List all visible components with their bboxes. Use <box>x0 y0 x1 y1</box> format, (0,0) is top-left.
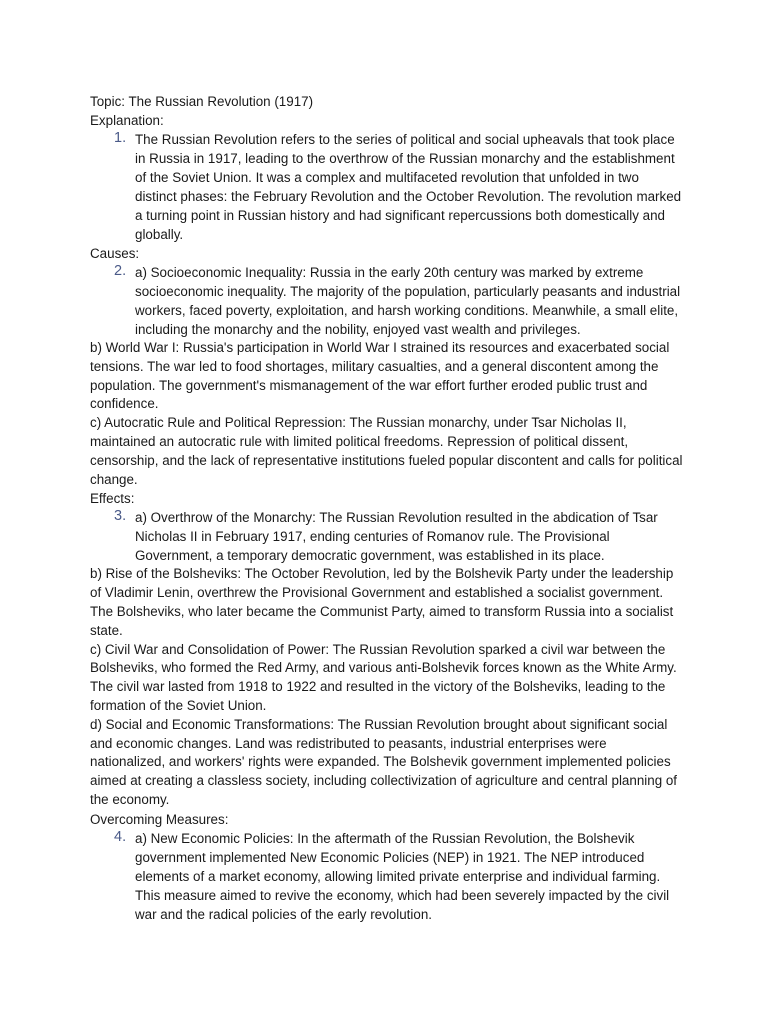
measures-heading: Overcoming Measures: <box>90 811 229 827</box>
measure-a-text: a) New Economic Policies: In the aftermath of the Russian Revolution, the Bolshevik government implemented New Economic Policies (NEP) in 1921. The NEP introduced elements of a market economy, allowing limited private enterprise and individual farming. This measure aimed to revive the economy, which had been severely impacted by the civil war and the radical policies of the early revolution. <box>135 830 670 922</box>
effect-d-paragraph: d) Social and Economic Transformations: The Russian Revolution brought about significant social and economic changes. Land was redistributed to peasants, industrial enterprises were nationalized, and workers' rights were expanded. The Bolshevik government implemented policies aimed at creating a classless society, including collectivization of agriculture and central planning of the economy. <box>90 716 678 807</box>
cause-c-paragraph: c) Autocratic Rule and Political Repression: The Russian monarchy, under Tsar Nicholas II, maintained an autocratic rule with limited political freedoms. Repression of political dissent, censorship, and the lack of representative institutions fueled popular discontent and calls for political change. <box>90 415 683 487</box>
effect-b-paragraph: b) Rise of the Bolsheviks: The October Revolution, led by the Bolshevik Party under the leadership of Vladimir Lenin, overthrew the Provisional Government and established a socialist government. The Bolsheviks, who later became the Communist Party, aimed to transform Russia into a socialist state. <box>90 566 674 638</box>
explanation-heading: Explanation: <box>90 113 164 128</box>
list-number: 1. <box>114 130 127 146</box>
topic-title: Topic: The Russian Revolution (1917) <box>90 94 314 109</box>
effect-c-paragraph: c) Civil War and Consolidation of Power: The Russian Revolution sparked a civil war between the Bolsheviks, who formed the Red Army, and various anti-Bolshevik forces known as the White Army. The civil war lasted from 1918 to 1922 and resulted in the victory of the Bolsheviks, leading to the formation of the Soviet Union. <box>90 641 677 713</box>
effects-item <box>90 508 684 565</box>
causes-item <box>90 263 684 339</box>
causes-heading: Causes: <box>90 246 140 261</box>
explanation-text: The Russian Revolution refers to the series of political and social upheavals that took place in Russia in 1917, leading to the overthrow of the Russian monarchy and the establishment of the Soviet Union. It was a complex and multifaceted revolution that unfolded in two distinct phases: the February Revolution and the October Revolution. The revolution marked a turning point in Russian history and had significant repercussions both domestically and globally. <box>135 132 682 242</box>
measures-item <box>90 829 684 924</box>
cause-b-paragraph: b) World War I: Russia's participation in World War I strained its resources and exacerbated social tensions. The war led to food shortages, military casualties, and a general discontent among the population. The government's mismanagement of the war effort further eroded public trust and confidence. <box>90 340 670 412</box>
explanation-item <box>90 130 684 244</box>
cause-a-text: a) Socioeconomic Inequality: Russia in the early 20th century was marked by extreme socioeconomic inequality. The majority of the population, particularly peasants and industrial workers, faced poverty, exploitation, and harsh working conditions. Meanwhile, a small elite, including the monarchy and the nobility, enjoyed vast wealth and privileges. <box>135 265 681 337</box>
effects-heading: Effects: <box>90 491 135 507</box>
list-number: 4. <box>114 828 127 845</box>
effect-a-text: a) Overthrow of the Monarchy: The Russian Revolution resulted in the abdication of Tsar Nicholas II in February 1917, ending centuries of Romanov rule. The Provisional Government, a temporary democratic government, was established in its place. <box>135 510 658 564</box>
list-number: 3. <box>114 508 127 525</box>
list-number: 2. <box>114 263 127 279</box>
